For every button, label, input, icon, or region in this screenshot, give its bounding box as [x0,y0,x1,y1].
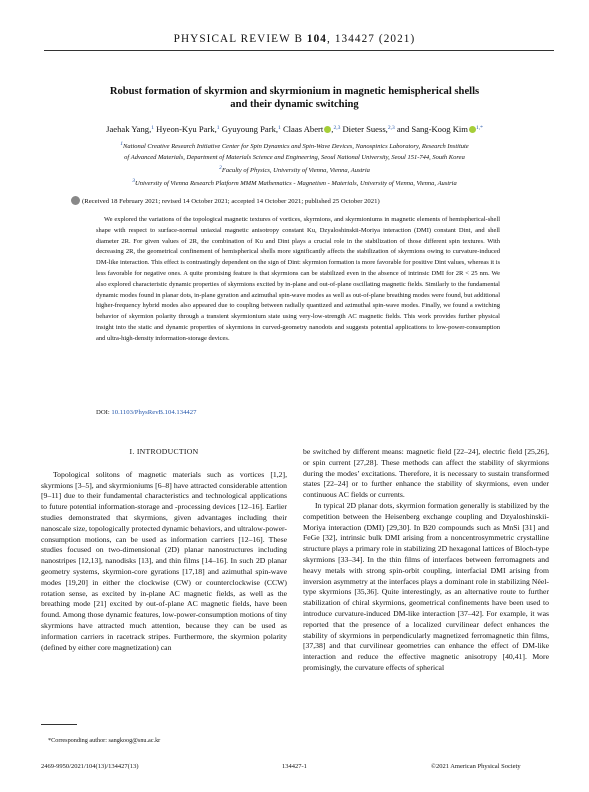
author-list: Jaehak Yang,$^1$ Hyeon-Kyu Park,$^1$ Gyuyoung Park,$^1$ Claas Abert ,$^{2,3}$ Dieter Suess,$^{2,3}$ and Sang-Koog Kim $^{1,*}$ [106,124,483,134]
author-name: Dieter Suess, [342,124,388,134]
paper-title-line: Robust formation of skyrmion and skyrmionium in magnetic hemispherical shells [109,86,480,97]
footer-issn: 2469-9950/2021/104(13)/134427(13) [41,763,139,770]
intro-paragraph: Topological solitons of magnetic materials such as vortices [1,2], skyrmions [3–5], and skyrmioniums [6–8] have attracted considerable attention [9–11] due to their fundamental characteristics and technological applications to future potential information-storage and -processing devices [12–16]. Earlier studies demonstrated that skyrmions, given advantages including their nanoscale size, topologically protected dynamic behaviors, and ultralow-power-consumption motions, can be used as information carriers [12–16]. These studies focused on two-dimensional (2D) planar nanostructures including nanostripes [12,13], nanodisks [13], and thin films [14–16]. In such 2D planar geometry systems, skyrmion-core gyrations [17,18] and azimuthal spin-wave modes [19,20] in either the clockwise (CW) or counterclockwise (CCW) rotation sense, as excited by in-plane AC magnetic fields, as well as the breathing mode [21] excited by out-of-plane AC magnetic fields, have been found. Among those dynamic features, low-power-consumption motions of tiny skyrmions have attracted much attention, because they can be used as information carriers in racetrack stripes. Furthermore, the skyrmion polarity (defined by either core magnetization) can [41,469,287,652]
doi-label: DOI: [96,409,110,416]
author-affil-marker: 2,3 [387,125,395,131]
section-heading: I. INTRODUCTION [129,447,199,456]
affiliation-item: $^1$National Creative Research Initiative Center for Spin Dynamics and Spin-Wave Devices, Nanospinics Laboratory, Research Institute [120,141,469,150]
abstract: We explored the variations of the topological magnetic textures of vortices, skyrmions, and skyrmioniums in magnetic elements of hemispherical-shell shape with respect to surface-normal uniaxial magnetic anisotropy constant Ku, Dzyaloshinskii-Moriya interaction (DMI) constant Dint, and shell diameter 2R. For given values of 2R, the combination of Ku and Dint plays a crucial role in the stabilization of those different spin textures. With decreasing 2R, the geometrical confinement of hemispherical shells more significantly affects the stabilization of skyrmions owing to curvature-induced DM-like interaction. This effect is contrastingly dependent on the sign of Dint: skyrmion formation is more favorable for positive Dint values, whereas it is less favorable for negative ones. A quite promising feature is that skyrmions can be stabilized even in the absence of intrinsic DMI for 2R < 25 nm. We also explored characteristic dynamic properties of skyrmions excited by in-plane and out-of-plane oscillating magnetic fields. Similarly to the fundamental dynamic modes found in planar dots, in-plane gyration and azimuthal spin-wave modes as well as out-of-plane breathing modes were found, but additional higher-frequency hybrid modes also appeared due to coupling between radially quantized and azimuthal spin-wave modes. Finally, we found a switching behavior of skyrmion polarity through a transient skyrmionium state using very-low-strength AC magnetic fields. This work provides further physical insight into the static and dynamic properties of skyrmions in curved-geometry nanodots and suggests potential applications to low-power-consumption and ultra-high-density information-storage devices. [96,216,500,342]
footnote-rule [41,724,77,725]
author-affil-marker: 1 [278,125,281,131]
intro-paragraph: be switched by different means: magnetic field [22–24], electric field [25,26], or spin current [27,28]. These methods can affect the stability of skyrmions during the modes’ excitations. Therefore, it is necessary to sustain transformed states [22–24] or to further enhance the stability of skyrmions, even under continuous AC fields or currents. [303,447,549,500]
journal-year: (2021) [378,33,416,45]
author-name: Jaehak Yang, [106,124,152,134]
article-number: 134427 [334,33,375,45]
author-affil-marker: 2,3 [333,125,341,131]
author-affil-marker: 1 [151,125,154,131]
author-affil-marker: 1,* [476,125,483,131]
check-for-updates-icon[interactable] [71,196,80,205]
author-name: and Sang-Koog Kim [396,124,468,134]
right-column [303,447,549,674]
intro-paragraph: In typical 2D planar dots, skyrmion formation generally is stabilized by the competition between the Heisenberg exchange coupling and Dzyaloshinskii-Moriya interaction (DMI) [29,30]. In B20 compounds such as MnSi [31] and FeGe [32], intrinsic bulk DMI arising from a noncentrosymmetric crystalline structure plays a primary role in stabilizing 2D hexagonal lattices of Bloch-type skyrmions [33–34]. In the thin films of interfaces between ferromagnets and heavy metals with strong spin-orbit coupling, interfacial DMI arising from inversion asymmetry at the interfaces plays a dominant role in stabilizing Néel-type skyrmions [35,36]. Quite interestingly, as an alternative route to further stabilization of chiral skyrmions, geometrical confinements have been used to introduce curvature-induced DM-like interaction [37–42]. For example, it was reported that the presence of a localized curvilinear defect enhances the stability of skyrmions in perpendicularly magnetized ferromagnetic thin films, [37,38] and that curvilinear geometries can enhance the effect of DM-like interaction and reduce the effective magnetic anisotropy [40,41]. More promisingly, the curvature effects of spherical [303,500,549,672]
affiliation-item: $^3$University of Vienna Research Platform MMM Mathematics - Magnetism - Materials, University of Vienna, Vienna, Austria [132,178,457,187]
doi-line [96,409,196,416]
paper-title [60,85,529,111]
received-dates: (Received 18 February 2021; revised 14 October 2021; accepted 14 October 2021; published 25 October 2021) [82,198,380,205]
paper-title-line: and their dynamic switching [230,99,359,110]
footer-page-number: 134427-1 [282,763,307,770]
journal-name: PHYSICAL REVIEW B [173,33,304,45]
left-column [41,447,287,653]
author-name: Gyuyoung Park, [221,124,279,134]
corresponding-author-footnote: *Corresponding author: sangkoog@snu.ac.kr [48,737,161,744]
affiliations [36,139,553,189]
affiliation-item: $^2$Faculty of Physics, University of Vienna, Vienna, Austria [219,165,370,174]
journal-header: PHYSICAL REVIEW B 104, 134427 (2021) [173,33,416,45]
author-name: Claas Abert [282,124,324,134]
doi-link[interactable]: 10.1103/PhysRevB.104.134427 [111,409,197,416]
affiliation-item-continued: of Advanced Materials, Department of Materials Science and Engineering, Seoul National University, Seoul 151-744, South Korea [124,154,465,161]
orcid-icon[interactable] [469,126,476,133]
journal-volume: 104 [306,33,328,45]
author-name: Hyeon-Kyu Park, [156,124,217,134]
author-affil-marker: 1 [216,125,220,131]
footer-copyright: ©2021 American Physical Society [431,763,521,770]
header-rule [44,50,554,51]
